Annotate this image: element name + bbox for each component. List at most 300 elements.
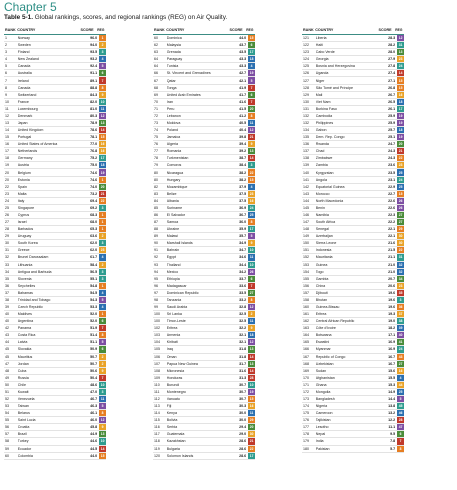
score-cell: 81.0 <box>90 106 98 111</box>
rank-cell: 80 <box>154 170 158 175</box>
table-row <box>4 92 106 99</box>
reg-badge: 23 <box>249 191 254 196</box>
score-cell: 29.0 <box>239 432 247 437</box>
table-row <box>153 368 255 375</box>
score-cell: 84.3 <box>90 92 98 97</box>
reg-badge: 16 <box>249 404 254 409</box>
reg-badge: 24 <box>398 347 403 352</box>
reg-badge: 7 <box>99 325 106 331</box>
score-cell: 30.3 <box>239 404 247 409</box>
table-row <box>4 155 106 162</box>
reg-badge: 12 <box>100 113 105 118</box>
rank-cell: 156 <box>303 283 309 288</box>
reg-badge: 7 <box>248 283 255 289</box>
rank-cell: 20 <box>5 170 9 175</box>
rank-cell: 20 <box>5 177 9 182</box>
table-row <box>153 77 255 84</box>
reg-badge: 27 <box>398 212 403 217</box>
country-cell: Namibia <box>315 212 329 217</box>
country-cell: Solomon Islands <box>166 453 194 458</box>
reg-badge: 13 <box>100 120 105 125</box>
country-cell: New Zealand <box>17 57 39 62</box>
rank-cell: 102 <box>154 326 160 331</box>
rank-cell: 97 <box>154 290 158 295</box>
reg-badge: 10 <box>100 439 105 444</box>
reg-badge: 12 <box>100 418 105 423</box>
reg-badge: 43 <box>398 354 403 359</box>
score-cell: 42.1 <box>239 78 247 83</box>
rank-cell: 36 <box>5 283 9 288</box>
rank-cell: 9 <box>5 92 7 97</box>
reg-badge: 27 <box>398 361 403 366</box>
rank-cell: 89 <box>154 234 158 239</box>
reg-badge: 1 <box>99 311 106 317</box>
table-row <box>153 297 255 304</box>
reg-badge: 5 <box>99 339 106 345</box>
rank-cell: 134 <box>303 128 309 133</box>
score-cell: 7.8 <box>390 439 396 444</box>
country-cell: Philippines <box>315 120 334 125</box>
country-cell: Nigeria <box>315 404 328 409</box>
country-cell: Senegal <box>315 227 329 232</box>
header-rank: RANK <box>303 28 314 32</box>
reg-badge: 6 <box>248 276 255 282</box>
rank-cell: 62 <box>154 43 158 48</box>
reg-badge: 23 <box>398 283 403 288</box>
country-cell: Afghanistan <box>315 375 335 380</box>
score-cell: 21.0 <box>388 262 396 267</box>
score-cell: 31.7 <box>239 361 247 366</box>
rank-cell: 176 <box>303 418 309 423</box>
table-row <box>4 212 106 219</box>
rank-cell: 165 <box>303 340 309 345</box>
country-cell: Netherlands <box>17 149 38 154</box>
country-cell: Cameroon <box>315 411 333 416</box>
reg-badge: 8 <box>99 410 106 416</box>
country-cell: Haiti <box>315 43 323 48</box>
rank-cell: 132 <box>303 113 309 118</box>
country-cell: Côte d'Ivoire <box>315 326 336 331</box>
rank-cell: 136 <box>303 142 309 147</box>
rank-cell: 178 <box>303 432 309 437</box>
table-row <box>153 269 255 276</box>
country-cell: Lebanon <box>166 113 181 118</box>
reg-badge: 21 <box>100 191 105 196</box>
country-cell: Austria <box>17 163 29 168</box>
reg-badge: 13 <box>100 432 105 437</box>
table-row <box>153 148 255 155</box>
country-cell: Myanmar <box>315 347 331 352</box>
reg-badge: 14 <box>249 368 254 373</box>
table-row <box>4 205 106 212</box>
score-cell: 68.0 <box>90 220 98 225</box>
table-row <box>153 325 255 332</box>
table-row <box>153 127 255 134</box>
country-cell: Bulgaria <box>166 446 180 451</box>
table-row <box>153 134 255 141</box>
table-row <box>4 361 106 368</box>
rank-cell: 148 <box>303 227 309 232</box>
table-row <box>4 240 106 247</box>
country-cell: Serbia <box>166 425 178 430</box>
table-row <box>302 417 404 424</box>
rank-cell: 90 <box>154 241 158 246</box>
rank-cell: 92 <box>154 255 158 260</box>
rank-cell: 22 <box>5 184 9 189</box>
country-cell: Slovakia <box>17 347 32 352</box>
reg-badge: 27 <box>249 290 254 295</box>
reg-badge: 3 <box>99 276 106 282</box>
table-row <box>4 148 106 155</box>
reg-badge: 30 <box>398 234 403 239</box>
country-cell: Kenya <box>166 411 177 416</box>
reg-badge: 41 <box>398 340 403 345</box>
reg-badge: 6 <box>99 70 106 76</box>
score-cell: 63.6 <box>90 234 98 239</box>
score-cell: 24.3 <box>388 156 396 161</box>
reg-badge: 37 <box>398 312 403 317</box>
country-cell: Brunei Darussalam <box>17 255 49 260</box>
score-cell: 48.6 <box>90 382 98 387</box>
country-cell: Belarus <box>17 411 30 416</box>
rank-cell: 44 <box>5 340 9 345</box>
country-cell: Saint Lucia <box>17 418 36 423</box>
reg-badge: 15 <box>398 191 403 196</box>
rank-cell: 135 <box>303 135 309 140</box>
reg-badge: 22 <box>100 198 105 203</box>
country-cell: Greece <box>17 248 30 253</box>
reg-badge: 19 <box>398 135 403 140</box>
country-cell: Kuwait <box>17 389 29 394</box>
table-row <box>153 332 255 339</box>
country-cell: Mongolia <box>315 389 331 394</box>
score-cell: 9.5 <box>390 432 396 437</box>
rank-cell: 94 <box>154 269 158 274</box>
country-cell: Bangladesh <box>315 397 335 402</box>
reg-badge: 9 <box>248 141 255 147</box>
country-cell: Tunisia <box>166 64 179 69</box>
reg-badge: 6 <box>248 92 255 98</box>
score-cell: 28.0 <box>388 50 396 55</box>
reg-badge: 35 <box>398 290 403 295</box>
table-row <box>153 240 255 247</box>
reg-badge: 25 <box>398 184 403 189</box>
table-row <box>153 424 255 431</box>
table-row <box>153 276 255 283</box>
score-cell: 26.1 <box>388 106 396 111</box>
country-cell: Tajikistan <box>315 418 331 423</box>
reg-badge: 26 <box>249 269 254 274</box>
country-cell: Dominican Republic <box>166 290 199 295</box>
reg-badge: 19 <box>398 113 403 118</box>
rank-cell: 34 <box>5 269 9 274</box>
reg-badge: 32 <box>398 269 403 274</box>
score-cell: 39.4 <box>239 142 247 147</box>
reg-badge: 29 <box>398 227 403 232</box>
score-cell: 18.2 <box>388 326 396 331</box>
score-cell: 22.6 <box>388 198 396 203</box>
table-row <box>302 269 404 276</box>
score-cell: 39.2 <box>239 149 247 154</box>
country-cell: Italy <box>17 198 25 203</box>
reg-badge: 13 <box>249 347 254 352</box>
score-cell: 15.5 <box>388 375 396 380</box>
score-cell: 28.2 <box>388 43 396 48</box>
reg-badge: 2 <box>99 361 106 367</box>
rank-cell: 68 <box>154 85 158 90</box>
score-cell: 5.7 <box>390 446 396 451</box>
rank-cell: 40 <box>5 319 9 324</box>
country-cell: Nicaragua <box>166 170 184 175</box>
rank-cell: 161 <box>303 312 309 317</box>
rank-cell: 127 <box>303 78 309 83</box>
score-cell: 39.8 <box>239 135 247 140</box>
score-cell: 28.6 <box>239 453 247 458</box>
score-cell: 68.3 <box>90 212 98 217</box>
score-cell: 37.5 <box>239 198 247 203</box>
table-row <box>4 262 106 269</box>
reg-badge: 17 <box>249 227 254 232</box>
reg-badge: 20 <box>100 184 105 189</box>
reg-badge: 18 <box>398 128 403 133</box>
score-cell: 20.7 <box>388 276 396 281</box>
table-row <box>4 42 106 49</box>
table-row <box>4 297 106 304</box>
reg-badge: 11 <box>249 411 254 416</box>
score-cell: 15.3 <box>388 382 396 387</box>
score-cell: 75.2 <box>90 156 98 161</box>
rank-cell: 172 <box>303 389 309 394</box>
table-row <box>4 318 106 325</box>
table-row <box>302 92 404 99</box>
score-cell: 30.7 <box>239 382 247 387</box>
reg-badge: 1 <box>99 35 106 41</box>
rank-cell: 73 <box>154 120 158 125</box>
score-cell: 89.1 <box>90 78 98 83</box>
score-cell: 69.2 <box>90 205 98 210</box>
rank-cell: 95 <box>154 276 158 281</box>
score-cell: 19.3 <box>388 312 396 317</box>
table-row <box>302 254 404 261</box>
table-row <box>302 354 404 361</box>
score-cell: 33.2 <box>239 297 247 302</box>
reg-badge: 1 <box>99 212 106 218</box>
reg-badge: 32 <box>398 262 403 267</box>
score-cell: 22.9 <box>388 184 396 189</box>
rank-cell: 117 <box>154 432 160 437</box>
rank-cell: 145 <box>303 205 309 210</box>
rank-cell: 140 <box>303 170 309 175</box>
country-cell: Japan <box>17 120 28 125</box>
score-cell: 78.1 <box>90 135 98 140</box>
table-row <box>302 424 404 431</box>
reg-badge: 28 <box>249 375 254 380</box>
reg-badge: 3 <box>397 297 404 303</box>
score-cell: 19.6 <box>388 297 396 302</box>
reg-badge: 19 <box>100 170 105 175</box>
table-row <box>302 290 404 297</box>
rank-cell: 38 <box>5 297 9 302</box>
country-cell: Guinea-Bissau <box>315 305 340 309</box>
score-cell: 37.9 <box>239 184 247 189</box>
table-row <box>302 403 404 410</box>
country-cell: Turkey <box>17 439 29 444</box>
table-row <box>153 382 255 389</box>
score-cell: 22.1 <box>388 234 396 239</box>
country-cell: Portugal <box>17 135 32 140</box>
reg-badge: 7 <box>99 77 106 83</box>
rank-cell: 14 <box>5 128 9 133</box>
reg-badge: 20 <box>249 425 254 430</box>
reg-badge: 1 <box>99 226 106 232</box>
table-row <box>302 240 404 247</box>
rank-cell: 166 <box>303 347 309 352</box>
country-cell: Georgia <box>315 57 329 62</box>
score-cell: 17.1 <box>388 333 396 338</box>
rank-cell: 96 <box>154 283 158 288</box>
reg-badge: 16 <box>249 198 254 203</box>
score-cell: 47.0 <box>90 389 98 394</box>
table-row <box>302 198 404 205</box>
rank-cell: 4 <box>5 57 7 62</box>
table-row <box>4 77 106 84</box>
rank-cell: 8 <box>5 85 7 90</box>
rank-cell: 48 <box>5 368 9 373</box>
table-row <box>302 42 404 49</box>
table-row <box>4 219 106 226</box>
table-row <box>4 424 106 431</box>
country-cell: Tonga <box>166 85 177 90</box>
rank-cell: 19 <box>5 163 9 168</box>
score-cell: 32.5 <box>239 312 247 317</box>
country-cell: Iran <box>166 99 173 104</box>
country-cell: Kyrgyzstan <box>315 170 334 175</box>
country-cell: Azerbaijan <box>315 234 333 239</box>
table-row <box>153 375 255 382</box>
table-row <box>153 304 255 311</box>
table-row <box>4 417 106 424</box>
score-cell: 38.4 <box>239 163 247 168</box>
table-row <box>153 311 255 318</box>
reg-badge: 17 <box>398 106 403 111</box>
score-cell: 46.0 <box>90 418 98 423</box>
reg-badge: 23 <box>100 248 105 253</box>
country-cell: São Tomé and Príncipe <box>315 85 354 90</box>
table-column-2 <box>153 26 255 460</box>
score-cell: 37.5 <box>239 191 247 196</box>
reg-badge: 11 <box>100 106 105 111</box>
table-row <box>302 70 404 77</box>
country-cell: Jordan <box>17 361 29 366</box>
rank-cell: 141 <box>303 177 309 182</box>
score-cell: 35.9 <box>239 227 247 232</box>
table-row <box>302 77 404 84</box>
score-cell: 74.0 <box>90 184 98 189</box>
country-cell: Oman <box>166 354 177 359</box>
reg-badge: 18 <box>249 333 254 338</box>
table-row <box>153 205 255 212</box>
table-row <box>4 162 106 169</box>
rank-cell: 150 <box>303 241 309 246</box>
rank-cell: 142 <box>303 184 309 189</box>
score-cell: 22.3 <box>388 212 396 217</box>
reg-badge: 2 <box>99 42 106 48</box>
reg-badge: 15 <box>398 85 403 90</box>
country-cell: Antigua and Barbuda <box>17 269 52 274</box>
table-row <box>302 35 404 42</box>
score-cell: 34.4 <box>239 262 247 267</box>
table-row <box>153 198 255 205</box>
reg-badge: 9 <box>99 368 106 374</box>
reg-badge: 14 <box>100 128 105 133</box>
reg-badge: 30 <box>249 432 254 437</box>
table-row <box>153 169 255 176</box>
score-cell: 35.7 <box>239 234 247 239</box>
score-cell: 14.4 <box>388 397 396 402</box>
rank-cell: 75 <box>154 135 158 140</box>
reg-badge: 4 <box>99 254 106 260</box>
table-row <box>302 346 404 353</box>
reg-badge: 9 <box>99 424 106 430</box>
rank-cell: 80 <box>154 177 158 182</box>
score-cell: 52.0 <box>90 319 98 324</box>
reg-badge: 18 <box>398 99 403 104</box>
table-header <box>4 26 106 35</box>
reg-badge: 24 <box>398 177 403 182</box>
country-cell: Vanuatu <box>166 397 180 402</box>
country-cell: Malta <box>17 191 27 196</box>
score-cell: 50.4 <box>90 375 98 380</box>
score-cell: 30.0 <box>239 411 247 416</box>
table-row <box>153 92 255 99</box>
score-cell: 33.5 <box>239 290 247 295</box>
reg-badge: 3 <box>99 389 106 395</box>
reg-badge: 25 <box>398 389 403 394</box>
country-cell: Moldova <box>166 120 181 125</box>
score-cell: 32.5 <box>239 319 247 324</box>
score-cell: 27.9 <box>388 57 396 62</box>
country-cell: Equatorial Guinea <box>315 184 345 189</box>
rank-cell: 58 <box>5 439 9 444</box>
score-cell: 12.2 <box>388 418 396 423</box>
country-cell: Norway <box>17 36 30 41</box>
score-cell: 43.5 <box>239 50 247 55</box>
country-cell: St. Vincent and Grenadines <box>166 71 211 76</box>
chapter-heading: Chapter 5 <box>4 0 57 14</box>
table-row <box>302 148 404 155</box>
score-cell: 75.0 <box>90 163 98 168</box>
score-cell: 33.6 <box>239 283 247 288</box>
country-cell: Uzbekistan <box>315 361 334 366</box>
reg-badge: 10 <box>100 382 105 387</box>
country-cell: United Arab Emirates <box>166 92 201 97</box>
reg-badge: 22 <box>249 446 254 451</box>
table-row <box>302 304 404 311</box>
reg-badge: 16 <box>100 149 105 154</box>
country-cell: Benin <box>315 205 325 210</box>
reg-badge: 19 <box>249 389 254 394</box>
reg-badge: 14 <box>249 156 254 161</box>
rank-cell: 138 <box>303 156 309 161</box>
country-cell: Uruguay <box>17 234 32 239</box>
rank-cell: 85 <box>154 205 158 210</box>
rank-cell: 84 <box>154 198 158 203</box>
country-cell: Latvia <box>17 340 28 345</box>
table-row <box>302 226 404 233</box>
country-cell: Samoa <box>166 220 179 225</box>
score-cell: 91.1 <box>90 71 98 76</box>
score-cell: 41.6 <box>239 99 247 104</box>
